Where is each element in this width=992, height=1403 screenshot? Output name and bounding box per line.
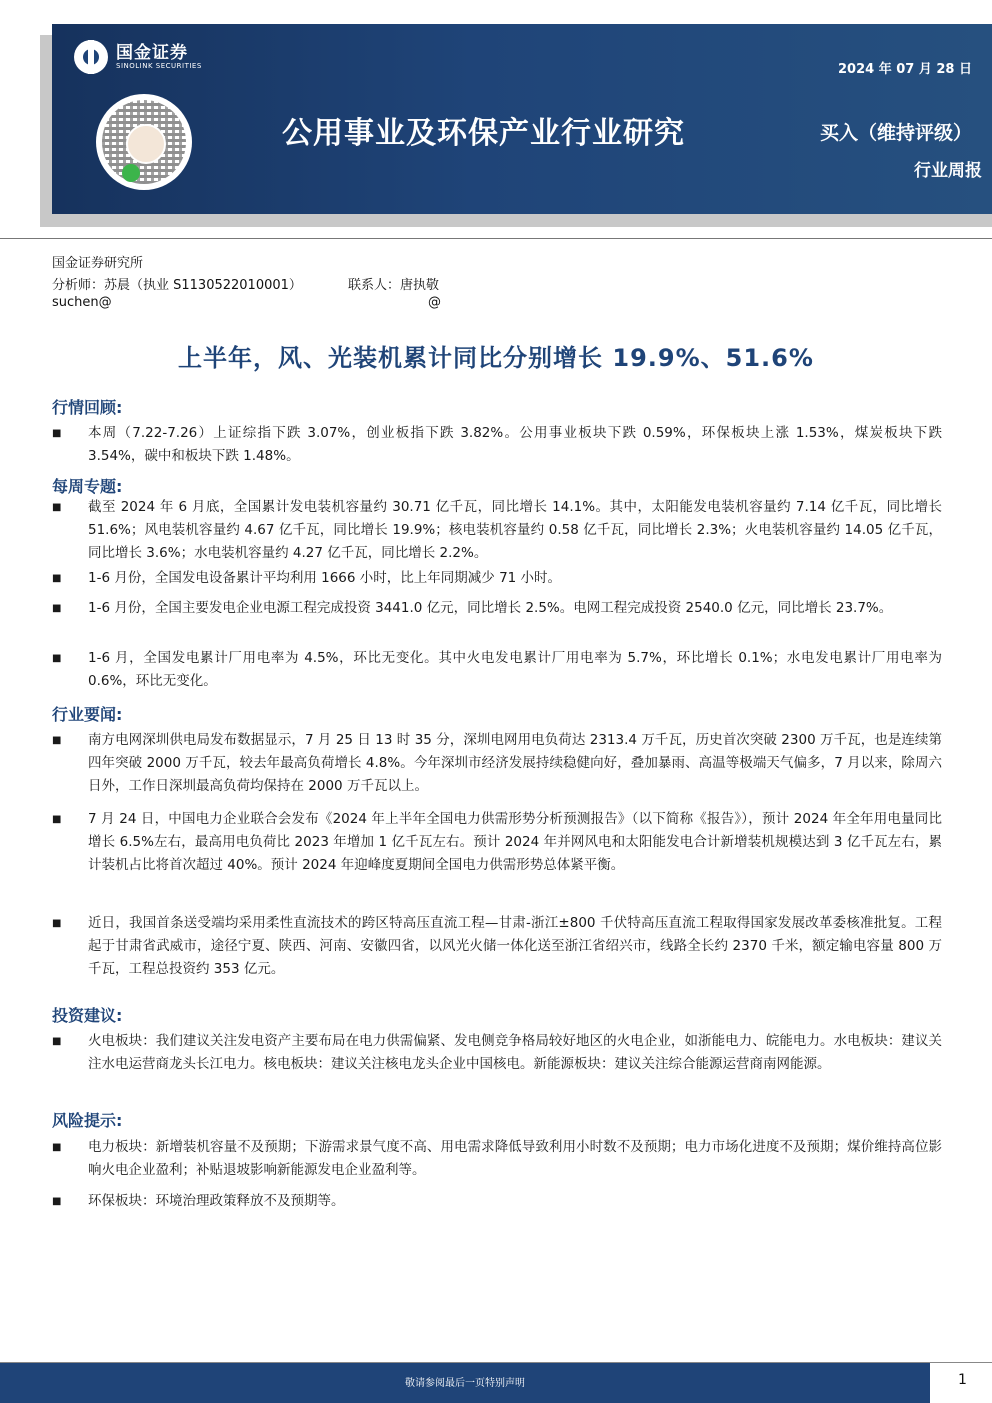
bullet-icon: ■: [52, 603, 62, 614]
analyst-email[interactable]: suchen@: [52, 295, 112, 310]
bullet-icon: ■: [52, 918, 62, 929]
company-logo: [74, 40, 202, 74]
list-item: ■ 截至 2024 年 6 月底，全国累计发电装机容量约 30.71 亿千瓦，同比增长 14.1%。其中，太阳能发电装机容量约 7.14 亿千瓦，同比增长 51.6%；风电装机容量约 4.67 亿千瓦，同比增长 19.9%；核电装机容量约 0.58 亿千瓦，同比增长 2.3%；火电装机容量约 14.05 亿千瓦，同比增长 3.6%；水电装机容量约 4.27 亿千瓦，同比增长 2.2%。: [52, 496, 942, 565]
list-item: ■ 7 月 24 日，中国电力企业联合会发布《2024 年上半年全国电力供需形势分析预测报告》（以下简称《报告》），预计 2024 年全年用电量同比增长 6.5%左右，最高用电负荷比 2023 年增加 1 亿千瓦左右。预计 2024 年并网风电和太阳能发电合计新增装机规模达到 3 亿千瓦左右，累计装机占比将首次超过 40%。预计 2024 年迎峰度夏期间全国电力供需形势总体紧平衡。: [52, 808, 942, 877]
section-title-market-review: 行情回顾:: [52, 398, 123, 417]
bullet-icon: ■: [52, 428, 62, 439]
rating-label: 买入（维持评级）: [819, 122, 972, 144]
logo-icon: [74, 40, 108, 74]
list-item: ■ 环保板块：环境治理政策释放不及预期等。: [52, 1190, 942, 1213]
list-item: ■ 1-6 月份，全国发电设备累计平均利用 1666 小时，比上年同期减少 71 小时。: [52, 567, 942, 590]
logo-name-en: SINOLINK SECURITIES: [116, 61, 202, 70]
report-type: 行业周报: [914, 161, 982, 181]
footer-disclaimer: 敬请参阅最后一页特别声明: [405, 1378, 525, 1389]
section-title-investment-advice: 投资建议:: [52, 1006, 123, 1025]
list-item: ■ 1-6 月份，全国主要发电企业电源工程完成投资 3441.0 亿元，同比增长 2.5%。电网工程完成投资 2540.0 亿元，同比增长 23.7%。: [52, 597, 942, 620]
mini-program-badge-icon: [122, 164, 140, 182]
bullet-icon: ■: [52, 814, 62, 825]
section-title-industry-news: 行业要闻:: [52, 705, 123, 724]
bullet-icon: ■: [52, 1196, 62, 1207]
bullet-icon: ■: [52, 502, 62, 513]
list-item: ■ 1-6 月，全国发电累计厂用电率为 4.5%，环比无变化。其中火电发电累计厂用电率为 5.7%，环比增长 0.1%；水电发电累计厂用电率为 0.6%，环比无变化。: [52, 647, 942, 693]
institute-name: 国金证券研究所: [52, 256, 144, 271]
list-item: ■ 火电板块：我们建议关注发电资产主要布局在电力供需偏紧、发电侧竞争格局较好地区的火电企业，如浙能电力、皖能电力。水电板块：建议关注水电运营商龙头长江电力。核电板块：建议关注核电龙头企业中国核电。新能源板块：建议关注综合能源运营商南网能源。: [52, 1030, 942, 1076]
qr-code-icon: [96, 94, 192, 190]
bullet-icon: ■: [52, 1142, 62, 1153]
list-item: ■ 南方电网深圳供电局发布数据显示，7 月 25 日 13 时 35 分，深圳电网用电负荷达 2313.4 万千瓦，历史首次突破 2300 万千瓦，也是连续第四年突破 2000 万千瓦，较去年最高负荷增长 4.8%。今年深圳市经济发展持续稳健向好，叠加暴雨、高温等极端天气偏多，7 月以来，除周六日外，工作日深圳最高负荷均保持在 2000 万千瓦以上。: [52, 729, 942, 798]
analyst-line: 分析师：苏晨（执业 S1130522010001）: [52, 278, 302, 293]
list-item: ■ 近日，我国首条送受端均采用柔性直流技术的跨区特高压直流工程—甘肃-浙江±800 千伏特高压直流工程取得国家发展改革委核准批复。工程起于甘肃省武威市，途径宁夏、陕西、河南、安徽四省，以风光火储一体化送至浙江省绍兴市，线路全长约 2370 千米，额定输电容量 800 万千瓦，工程总投资约 353 亿元。: [52, 912, 942, 981]
logo-name-cn: 国金证券: [116, 42, 188, 63]
list-item: ■ 本周（7.22-7.26）上证综指下跌 3.07%，创业板指下跌 3.82%。公用事业板块下跌 0.59%，环保板块上涨 1.53%，煤炭板块下跌 3.54%，碳中和板块下跌 1.48%。: [52, 422, 942, 468]
bullet-icon: ■: [52, 735, 62, 746]
header-divider: [0, 238, 992, 239]
report-header: [52, 24, 992, 214]
bullet-icon: ■: [52, 1036, 62, 1047]
report-headline: 上半年，风、光装机累计同比分别增长 19.9%、51.6%: [178, 344, 814, 372]
bullet-icon: ■: [52, 653, 62, 664]
report-title: 公用事业及环保产业行业研究: [282, 116, 685, 151]
report-date: 2024 年 07 月 28 日: [838, 62, 972, 77]
bullet-icon: ■: [52, 573, 62, 584]
contact-email[interactable]: @: [428, 295, 441, 310]
section-title-weekly-topic: 每周专题:: [52, 477, 123, 496]
contact-line: 联系人：唐执敬: [348, 278, 440, 293]
list-item: ■ 电力板块：新增装机容量不及预期；下游需求景气度不高、用电需求降低导致利用小时数不及预期；电力市场化进度不及预期；煤价维持高位影响火电企业盈利；补贴退坡影响新能源发电企业盈利等。: [52, 1136, 942, 1182]
page-number: 1: [958, 1372, 967, 1388]
section-title-risk-warning: 风险提示:: [52, 1111, 123, 1130]
